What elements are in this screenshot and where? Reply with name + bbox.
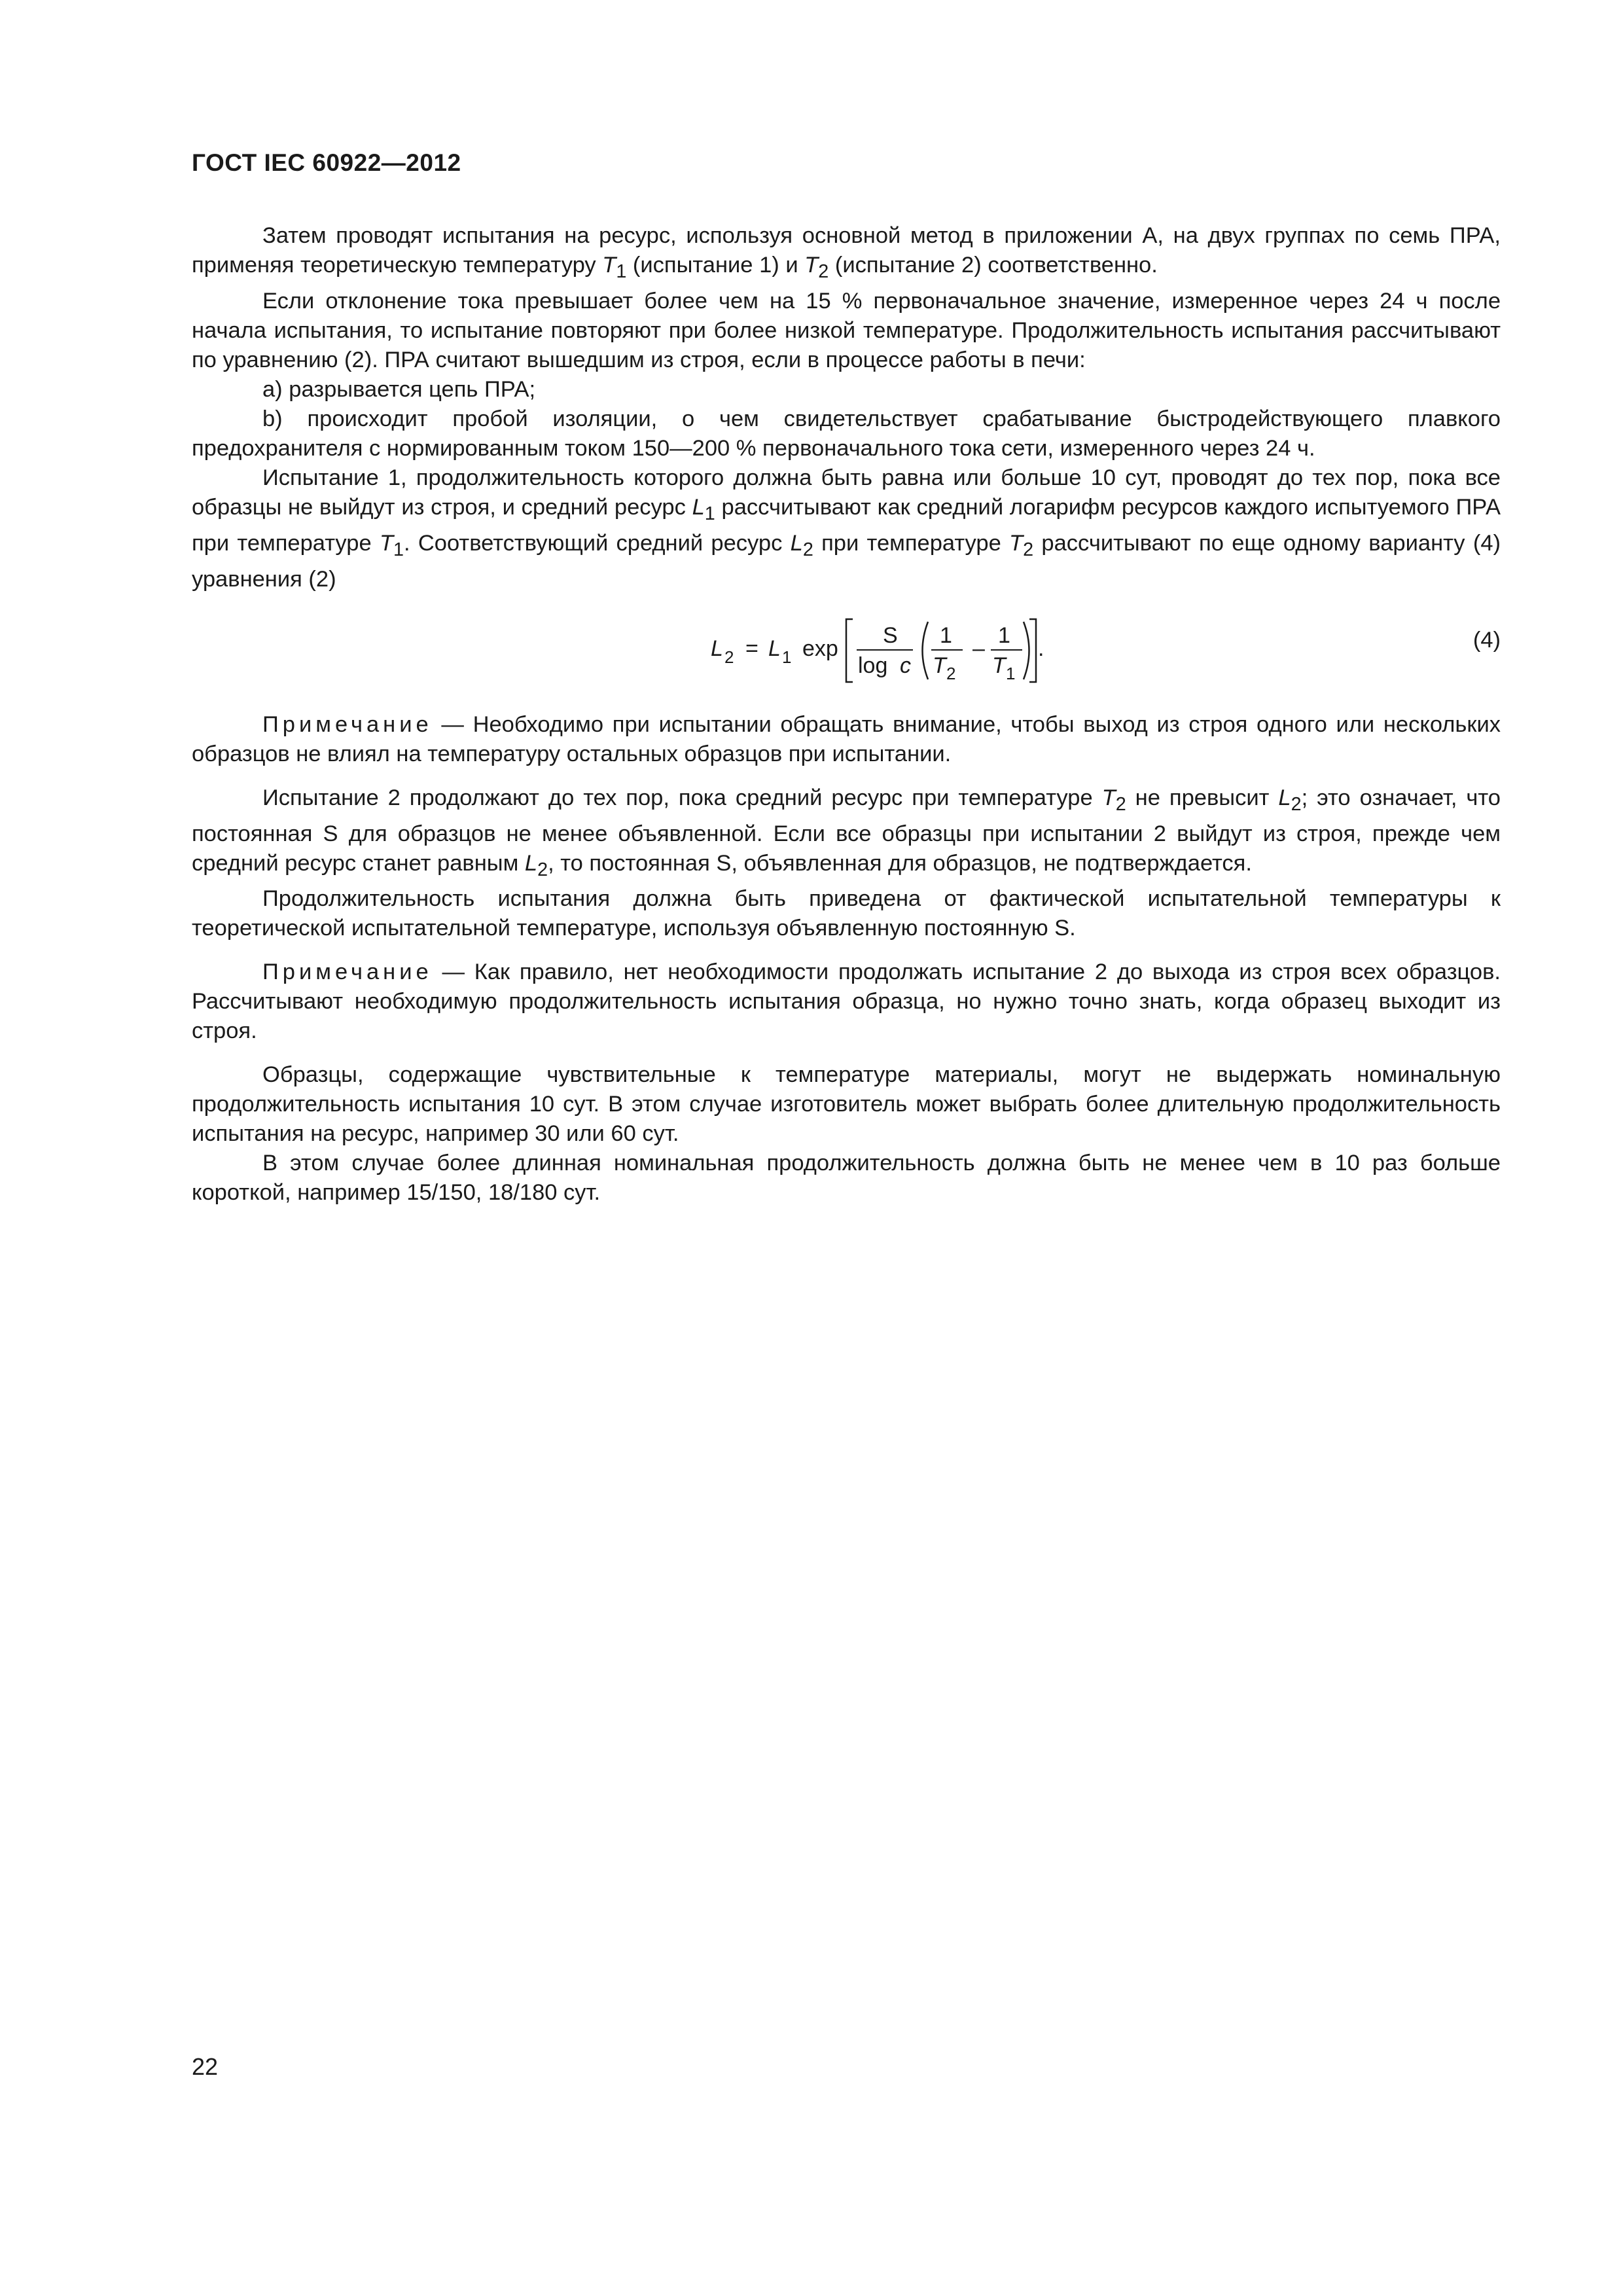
- formula-c: c: [900, 653, 911, 678]
- left-bracket: [846, 619, 853, 682]
- equation-number: (4): [1472, 627, 1501, 653]
- left-paren: [923, 622, 929, 679]
- formula-exp: exp: [802, 636, 838, 661]
- formula-dot: .: [1038, 636, 1044, 661]
- page-number: 22: [192, 2053, 219, 2080]
- paragraph-test-1: Испытание 1, продолжительность которого должна быть равна или больше 10 сут, проводят до тех пор, пока все образцы не выйдут из строя, и средний ресурс $L_1$ рассчитывают как средний логарифм ресурсов каждого испытуемого ПРА при температуре $T_1$. Соответствующий средний ресурс $L_2$ при температуре $T_2$ рассчитывают по еще одному варианту (4) уравнения (2): [192, 465, 1501, 592]
- formula-one: 1: [998, 622, 1010, 648]
- paragraph-test-2: Испытание 2 продолжают до тех пор, пока средний ресурс при температуре $T_2$ не превысит $L_2$; это означает, что постоянная S для образцов не менее объявленной. Если все образцы при испытании 2 выйдут из строя, прежде чем средний ресурс станет равным $L_2$, то постоянная S, объявленная для образцов, не подтверждается.: [192, 785, 1501, 880]
- document-body: [192, 221, 1501, 1208]
- formula-sub: 1: [1006, 663, 1016, 683]
- right-paren: [1024, 622, 1029, 679]
- formula-s: S: [883, 622, 898, 648]
- formula-log: log: [858, 653, 888, 678]
- formula-4: [192, 601, 1501, 696]
- formula-equals: =: [745, 636, 758, 661]
- note-1: Примечание — Необходимо при испытании обращать внимание, чтобы выход из строя одного или нескольких образцов не влиял на температуру остальных образцов при испытании.: [192, 711, 1501, 766]
- right-bracket: [1029, 619, 1036, 682]
- formula-sub: 2: [724, 647, 734, 667]
- note-2: Примечание — Как правило, нет необходимости продолжать испытание 2 до выхода из строя всех образцов. Рассчитывают необходимую продолжительность испытания образца, но нужно точно знать, когда образец выходит из строя.: [192, 960, 1501, 1044]
- formula-t: T: [992, 653, 1006, 678]
- formula-sub: 2: [946, 663, 956, 683]
- formula-t: T: [933, 653, 946, 678]
- document-header: ГОСТ IEC 60922—2012: [192, 149, 461, 176]
- paragraph-current-deviation: Если отклонение тока превышает более чем на 15 % первоначальное значение, измеренное через 24 ч после начала испытания, то испытание повторяют при более низкой температуре. Продолжительность испытания рассчитывают по уравнению (2). ПРА считают вышедшим из строя, если в процессе работы в печи:: [192, 288, 1501, 372]
- list-item-b: b) происходит пробой изоляции, о чем свидетельствует срабатывание быстродействующего плавкого предохранителя с нормированным током 150—200 % первоначального тока сети, измеренного через 24 ч.: [192, 406, 1501, 461]
- formula-one: 1: [940, 622, 952, 648]
- list-item-a: a) разрывается цепь ПРА;: [262, 376, 536, 402]
- paragraph-sensitive-samples: Образцы, содержащие чувствительные к температуре материалы, могут не выдержать номинальную продолжительность испытания 10 сут. В этом случае изготовитель может выбрать более длительную продолжительность испытания на ресурс, например 30 или 60 сут.: [192, 1062, 1501, 1147]
- formula-minus: –: [972, 636, 985, 661]
- paragraph-duration: Продолжительность испытания должна быть приведена от фактической испытательной температуры к теоретической испытательной температуре, используя объявленную постоянную S.: [192, 886, 1501, 941]
- paragraph-test-groups: Затем проводят испытания на ресурс, используя основной метод в приложении А, на двух группах по семь ПРА, применяя теоретическую температуру $T_1$ (испытание 1) и $T_2$ (испытание 2) соответственно.: [192, 223, 1501, 282]
- formula-l: L: [711, 636, 723, 661]
- formula-graphic: [192, 601, 1501, 696]
- formula-l: L: [768, 636, 781, 661]
- paragraph-nominal-duration: В этом случае более длинная номинальная продолжительность должна быть не менее чем в 10 раз больше короткой, например 15/150, 18/180 сут.: [192, 1151, 1501, 1206]
- formula-sub: 1: [782, 647, 792, 667]
